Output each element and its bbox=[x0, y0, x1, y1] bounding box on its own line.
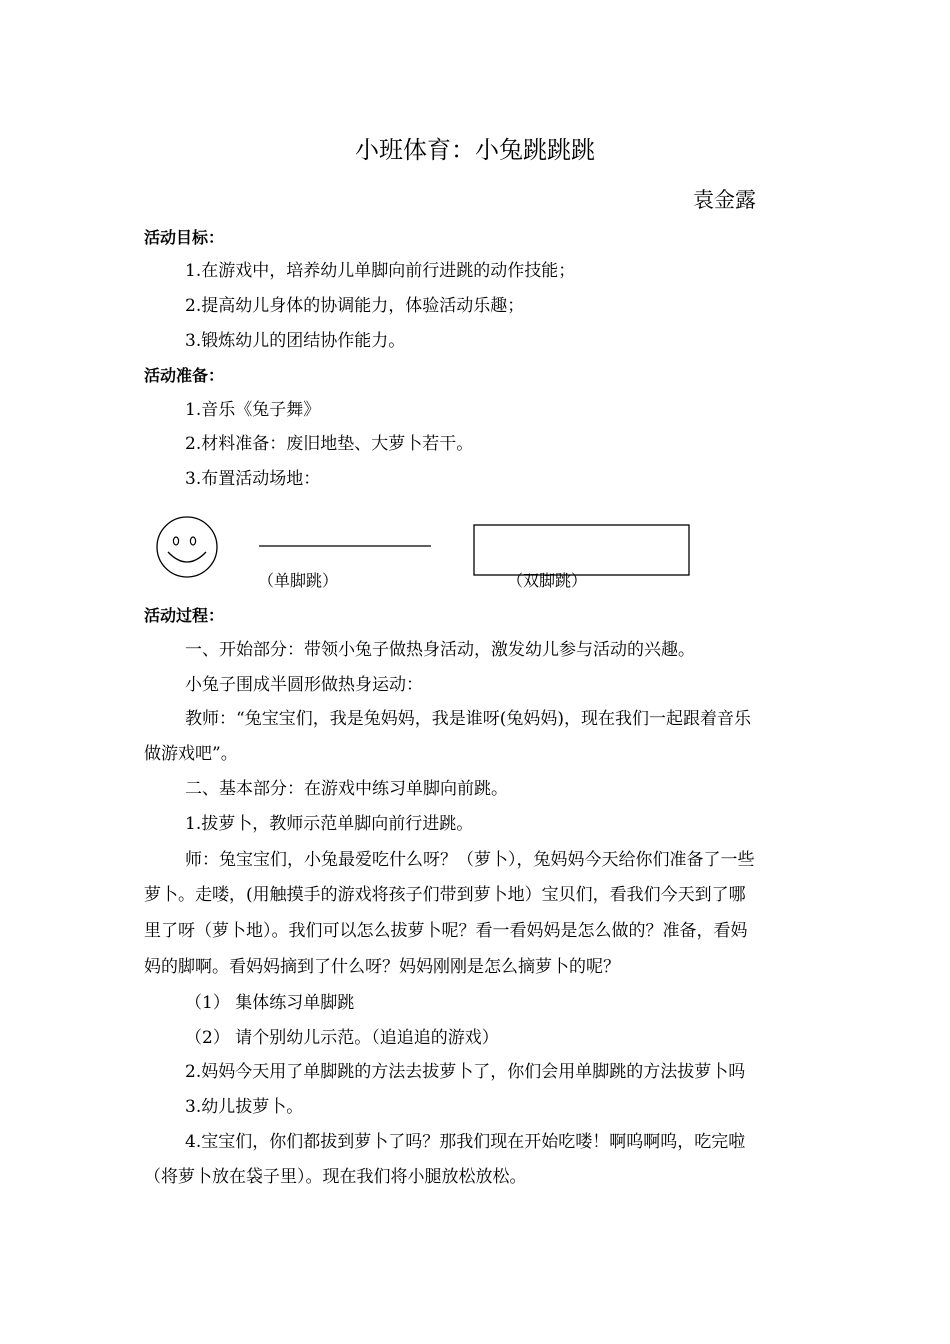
process-line: 做游戏吧”。 bbox=[144, 744, 238, 764]
single-jump-label: （单脚跳） bbox=[258, 571, 339, 590]
process-line: 妈的脚啊。看妈妈摘到了什么呀？妈妈刚刚是怎么摘萝卜的呢？ bbox=[144, 957, 620, 977]
process-line: 教师：“兔宝宝们，我是兔妈妈，我是谁呀(兔妈妈)，现在我们一起跟着音乐 bbox=[185, 709, 751, 729]
double-jump-label: （双脚跳） bbox=[507, 571, 588, 590]
goal-item: 1.在游戏中，培养幼儿单脚向前行进跳的动作技能； bbox=[185, 261, 576, 281]
process-line: 1.拔萝卜，教师示范单脚向前行进跳。 bbox=[185, 814, 474, 834]
process-line: 2.妈妈今天用了单脚跳的方法去拔萝卜了，你们会用单脚跳的方法拔萝卜吗 bbox=[185, 1062, 746, 1082]
process-line: 二、基本部分：在游戏中练习单脚向前跳。 bbox=[185, 779, 508, 799]
heading-process: 活动过程： bbox=[144, 606, 225, 625]
process-line: 4.宝宝们，你们都拔到萝卜了吗？那我们现在开始吃喽！啊呜啊呜，吃完啦 bbox=[185, 1132, 746, 1152]
goal-item: 2.提高幼儿身体的协调能力，体验活动乐趣； bbox=[185, 296, 525, 316]
heading-goals: 活动目标： bbox=[144, 228, 225, 247]
double-jump-area bbox=[474, 525, 689, 575]
prep-item: 2.材料准备：废旧地垫、大萝卜若干。 bbox=[185, 434, 474, 454]
document-title: 小班体育：小兔跳跳跳 bbox=[355, 136, 595, 164]
process-line: 小兔子围成半圆形做热身运动： bbox=[185, 675, 423, 695]
process-line: 师：兔宝宝们，小兔最爱吃什么呀？（萝卜），兔妈妈今天给你们准备了一些 bbox=[185, 850, 755, 870]
process-line: 萝卜。走喽，(用触摸手的游戏将孩子们带到萝卜地）宝贝们，看我们今天到了哪 bbox=[144, 885, 746, 905]
process-line: （1） 集体练习单脚跳 bbox=[185, 993, 355, 1013]
author-name: 袁金露 bbox=[693, 188, 756, 212]
process-line: 一、开始部分：带领小兔子做热身活动，激发幼儿参与活动的兴趣。 bbox=[185, 640, 695, 660]
goal-item: 3.锻炼幼儿的团结协作能力。 bbox=[185, 331, 406, 351]
process-line: 里了呀（萝卜地）。我们可以怎么拔萝卜呢？看一看妈妈是怎么做的？准备，看妈 bbox=[144, 921, 748, 941]
process-line: 3.幼儿拔萝卜。 bbox=[185, 1097, 304, 1117]
smiley-face-icon bbox=[157, 517, 217, 577]
prep-item: 1.音乐《兔子舞》 bbox=[185, 400, 321, 420]
process-line: （将萝卜放在袋子里）。现在我们将小腿放松放松。 bbox=[144, 1167, 527, 1187]
prep-item: 3.布置活动场地： bbox=[185, 469, 321, 489]
heading-preparation: 活动准备： bbox=[144, 366, 225, 385]
process-line: （2） 请个别幼儿示范。（追追追的游戏） bbox=[185, 1028, 499, 1048]
